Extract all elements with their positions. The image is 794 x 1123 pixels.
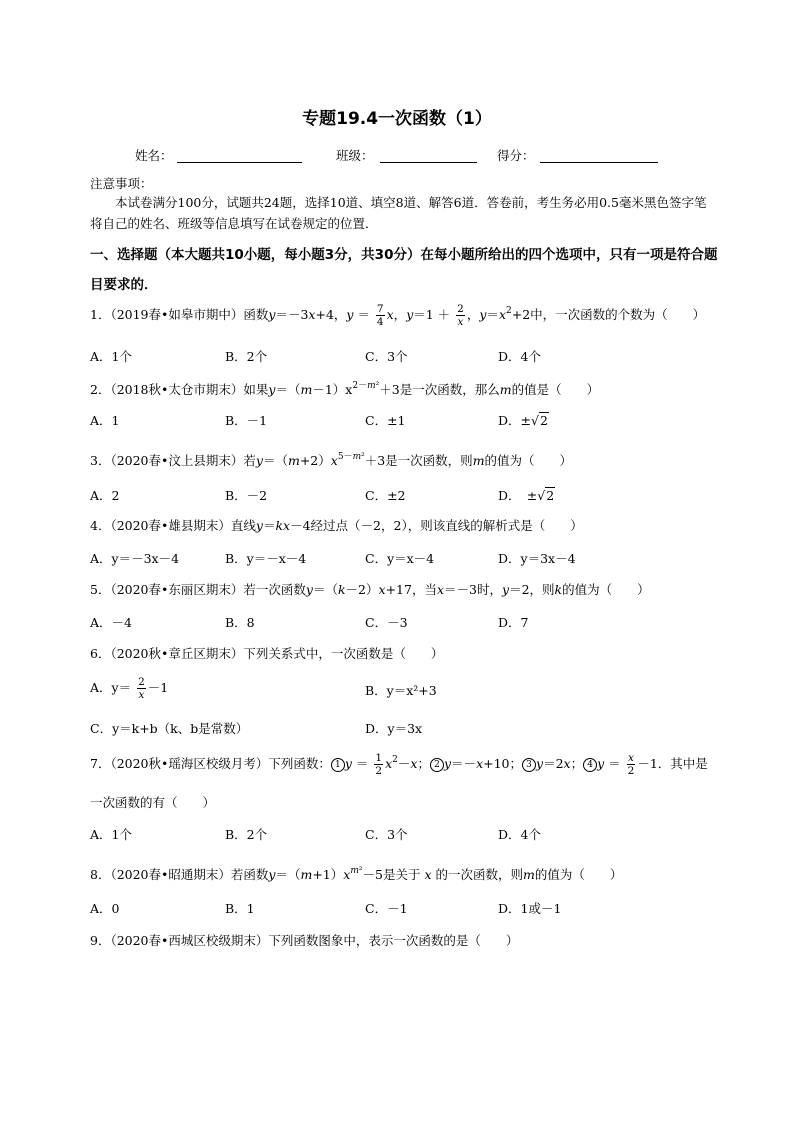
question-4-text: 4．（2020春•雄县期末）直线 <box>90 518 256 533</box>
class-label: 班级： <box>336 148 374 163</box>
score-label: 得分： <box>497 148 535 163</box>
question-5-text: 5．（2020春•东丽区期末）若一次函数 <box>90 582 306 597</box>
q2-option-c[interactable]: C．±1 <box>365 413 406 428</box>
q4-option-b[interactable]: B．y＝－x－4 <box>225 551 307 566</box>
question-2-tail-2: 的值是（ ） <box>511 382 600 397</box>
q4-option-d[interactable]: D．y＝3x－4 <box>498 551 576 566</box>
q8-option-a[interactable]: A．0 <box>90 901 120 916</box>
q2-option-b[interactable]: B．－1 <box>225 413 268 428</box>
q3-option-a[interactable]: A．2 <box>90 488 120 503</box>
question-7: 7．（2020秋•瑶海区校级月考）下列函数： 1 y ＝ $\frac{1}{2}$ $x^2-x$； 2 y＝－x+10； 3 y＝2x； 4 y ＝ $\frac{x}{2}$ －1．其中是 <box>90 752 708 777</box>
question-1-text: 1．（2019春•如皋市期中）函数 <box>90 307 269 322</box>
q3-option-b[interactable]: B．－2 <box>225 488 268 503</box>
question-2-text: 2．（2018秋•太仓市期末）如果 <box>90 382 269 397</box>
q5-option-b[interactable]: B．8 <box>225 615 255 630</box>
section-one-heading: 一、选择题（本大题共10小题，每小题3分，共30分）在每小题所给出的四个选项中，只有一项是符合题目要求的． <box>90 247 718 293</box>
q8-option-d[interactable]: D．1或－1 <box>498 901 562 916</box>
q5-option-d[interactable]: D．7 <box>498 615 529 630</box>
q8-option-b[interactable]: B．1 <box>225 901 255 916</box>
q6-option-a[interactable]: A．y＝ $\frac{2}{x}$ －1 <box>90 676 169 701</box>
question-5: 5．（2020春•东丽区期末）若一次函数y＝（k－2）x+17，当x＝－3时，y＝2，则k的值为（ ） <box>90 582 650 597</box>
notes-heading: 注意事项： <box>90 176 153 191</box>
q6-option-b[interactable]: B．y＝x²+3 <box>365 683 437 698</box>
q3-option-c[interactable]: C．±2 <box>365 488 406 503</box>
name-label: 姓名： <box>135 148 173 163</box>
q6-option-d[interactable]: D．y＝3x <box>365 721 423 736</box>
question-3-text: 3．（2020春•汶上县期末）若 <box>90 453 256 468</box>
q1-option-c[interactable]: C．3个 <box>365 349 408 364</box>
q4-option-c[interactable]: C．y＝x－4 <box>365 551 435 566</box>
q8-option-c[interactable]: C．－1 <box>365 901 408 916</box>
q7-option-a[interactable]: A．1个 <box>90 827 132 842</box>
question-5-tail: 的值为（ ） <box>562 582 650 597</box>
q7-option-b[interactable]: B．2个 <box>225 827 268 842</box>
question-7-tail: ．其中是 <box>657 756 708 771</box>
question-8-text: 8．（2020春•昭通期末）若函数 <box>90 867 269 882</box>
q2-option-a[interactable]: A．1 <box>90 413 120 428</box>
question-7-line-2: 一次函数的有（ ） <box>90 795 216 810</box>
question-8: 8．（2020春•昭通期末）若函数$y=(m+1)x^{m^2}-5$是关于 x 的一次函数，则m的值为（ ） <box>90 866 623 882</box>
q3-option-d[interactable]: D． ±√2 <box>498 488 555 503</box>
q5-option-c[interactable]: C．－3 <box>365 615 408 630</box>
q5-option-a[interactable]: A．－4 <box>90 615 132 630</box>
question-6: 6．（2020秋•章丘区期末）下列关系式中，一次函数是（ ） <box>90 646 444 661</box>
q7-option-c[interactable]: C．3个 <box>365 827 408 842</box>
q6-option-c[interactable]: C．y＝k+b（k、b是常数） <box>90 721 249 736</box>
notes-body: 本试卷满分100分，试题共24题，选择10道、填空8道、解答6道．答卷前，考生务必用0.5毫米黑色签字笔将自己的姓名、班级等信息填写在试卷规定的位置． <box>90 195 707 231</box>
question-2: 2．（2018秋•太仓市期末）如果$y=(m-1)x^{2-m^2}+3$是一次函数，那么m的值是（ ） <box>90 381 600 397</box>
question-3: 3．（2020春•汶上县期末）若$y=(m+2)x^{5-m^2}+3$是一次函数，则m的值为（ ） <box>90 452 573 468</box>
question-3-tail-2: 的值为（ ） <box>484 453 573 468</box>
question-7-text: 7．（2020秋•瑶海区校级月考）下列函数： <box>90 756 331 771</box>
q2-option-d[interactable]: D．±√2 <box>498 413 548 428</box>
question-4-tail: 经过点（－2，2），则该直线的解析式是（ ） <box>310 518 583 533</box>
question-8-tail: 的值为（ ） <box>534 867 623 882</box>
q4-option-a[interactable]: A．y＝－3x－4 <box>90 551 180 566</box>
name-blank <box>177 162 302 163</box>
question-2-tail: 是一次函数，那么 <box>399 382 500 397</box>
question-3-tail: 是一次函数，则 <box>385 453 473 468</box>
class-blank <box>380 162 477 163</box>
q1-option-a[interactable]: A．1个 <box>90 349 132 364</box>
q1-option-d[interactable]: D．4个 <box>498 349 541 364</box>
question-9: 9．（2020春•西城区校级期末）下列函数图象中，表示一次函数的是（ ） <box>90 933 519 948</box>
question-1: 1．（2019春•如皋市期中）函数y＝－3x+4，y ＝ $\frac{7}{4}$ x，y＝1 ＋ $\frac{2}{x}$ ，$y=x^2+2$中，一次函数的个数为（ ） <box>90 303 706 328</box>
q7-option-d[interactable]: D．4个 <box>498 827 541 842</box>
question-1-tail: 中，一次函数的个数为（ ） <box>530 307 706 322</box>
q1-option-b[interactable]: B．2个 <box>225 349 268 364</box>
page-title: 专题19.4一次函数（1） <box>302 109 492 129</box>
score-blank <box>540 162 658 163</box>
question-4: 4．（2020春•雄县期末）直线y＝kx－4经过点（－2，2），则该直线的解析式是（ ） <box>90 518 583 533</box>
